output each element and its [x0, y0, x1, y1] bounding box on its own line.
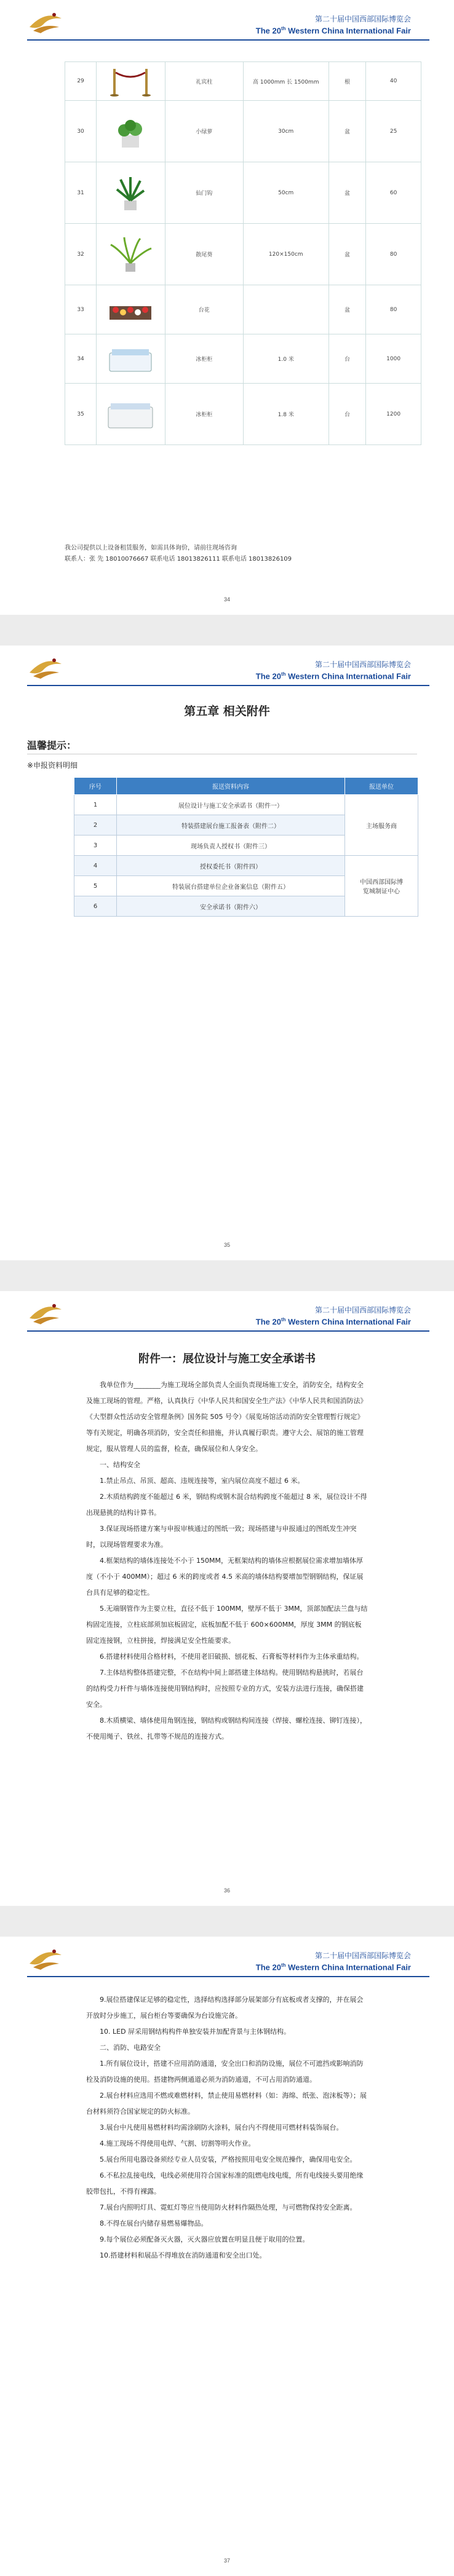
row-no: 35: [65, 384, 97, 445]
item-image: [97, 62, 165, 101]
paragraph: 5.无端钢管作为主要立柱，直径不低于 100MM，壁厚不低于 3MM，顶部加配法兰盘与结构固定连接，立柱底部须加底板固定，底板加配不低于 600×600MM，厚度 3MM 的钢底板固定连接钢，立柱拼接，焊接满足安全性能要求。: [86, 1605, 368, 1645]
page-header: [0, 0, 454, 43]
item-unit: 台: [329, 384, 366, 445]
row-content: 安全承诺书（附件六）: [117, 896, 345, 917]
paragraph: 3.保证现场搭建方案与申报审核通过的图纸一致；现场搭建与申报通过的图纸发生冲突时，以现场管理要求为准。: [86, 1525, 357, 1549]
paragraph: 9.展位搭建保证足够的稳定性，选择结构选择部分展架部分有底板或者支撑的，并在展会开放时分步施工，展台柜台等要确保为台设施完备。: [86, 1996, 364, 2020]
tip-heading: 温馨提示：: [27, 740, 77, 751]
rental-note: 我公司提供以上设备租赁服务，如需具体询价，请前往现场咨询: [65, 545, 237, 551]
item-unit: 盆: [329, 285, 366, 334]
item-image: [97, 224, 165, 285]
commitment-text: [86, 1377, 368, 1745]
item-image: [97, 162, 165, 224]
row-no: 34: [65, 334, 97, 384]
paragraph: 2.木质结构跨度不能超过 6 米，钢结构或钢木混合结构跨度不能超过 8 米，展位设计不得出现悬挑的结构计算书。: [86, 1493, 367, 1517]
item-price: 80: [366, 285, 421, 334]
paragraph: 6.不私拉乱接电线，电线必须使用符合国家标准的阻燃电线电缆，所有电线接头要用绝缘胶带包扎，不得有裸露。: [86, 2171, 364, 2195]
header-rule: [27, 1330, 429, 1332]
item-unit: 根: [329, 62, 366, 101]
header-en: The 20th Western China International Fair: [255, 26, 411, 36]
paragraph: 10. LED 屏采用钢结构构件单独安装并加配背景与主体钢结构。: [100, 2028, 291, 2036]
item-price: 80: [366, 224, 421, 285]
item-name: 仙门钩: [165, 162, 243, 224]
table-row: [65, 162, 421, 224]
row-no: 32: [65, 224, 97, 285]
item-image: [97, 334, 165, 384]
item-spec: [243, 285, 329, 334]
paragraph: 2.展台材料应选用不燃或难燃材料，禁止使用易燃材料（如：海绵、纸张、泡沫板等）；展台材料须符合国家规定的防火标准。: [86, 2092, 367, 2116]
page-header: [0, 646, 454, 689]
list-title: ※申报资料明细: [27, 761, 78, 770]
pothos-icon: [106, 113, 155, 150]
item-spec: 30cm: [243, 101, 329, 162]
page-36: [0, 1291, 454, 1906]
freezer2-icon: [106, 396, 155, 433]
item-unit: 盆: [329, 162, 366, 224]
item-spec: 120×150cm: [243, 224, 329, 285]
paragraph: 7.主体结构整体搭建完整，不在结构中间上部搭建主体结构。使用钢结构悬挑时，若展台的结构受力杆件与墙体连接使用钢结构时，应按照专业的方式，安装方法进行连接，确保搭建安全。: [86, 1669, 364, 1709]
page-number: 35: [223, 1242, 230, 1248]
paragraph: 8.木质横梁、墙体使用角钢连接，钢结构或钢结构间连接（焊接、螺栓连接、铆钉连接），不使用绳子、铁丝、扎带等不规范的连接方式。: [86, 1717, 367, 1740]
header-rule: [27, 685, 429, 686]
page-35: [0, 646, 454, 1260]
fair-logo-icon: [27, 9, 64, 37]
row-content: 展位设计与施工安全承诺书（附件一）: [117, 795, 345, 815]
peace-lily-icon: [106, 175, 155, 211]
header-rule: [27, 39, 429, 41]
row-content: 特装搭建展台施工报备表（附件二）: [117, 815, 345, 836]
table-row: [74, 856, 418, 876]
row-no: 3: [74, 836, 117, 856]
rental-table: [65, 61, 421, 445]
table-row: [74, 795, 418, 815]
item-spec: 高 1000mm 长 1500mm: [243, 62, 329, 101]
row-unit: 中国西部国际博 览城制证中心: [345, 856, 418, 917]
table-row: [65, 334, 421, 384]
item-image: [97, 285, 165, 334]
col-no: 序号: [74, 778, 117, 795]
paragraph: 4.框架结构的墙体连接处不小于 150MM，无框架结构的墙体应根据展位需求增加墙体厚度（不小于 400MM）；超过 6 米的跨度或者 4.5 米高的墙体结构要增加型钢钢结构，保证展台具有足够的稳定性。: [86, 1557, 364, 1597]
item-unit: 台: [329, 334, 366, 384]
header-rule: [27, 1976, 429, 1977]
palm-icon: [106, 236, 155, 273]
item-name: 冰柜柜: [165, 334, 243, 384]
item-name: 台花: [165, 285, 243, 334]
row-no: 4: [74, 856, 117, 876]
header-en: The 20th Western China International Fair: [255, 671, 411, 681]
page-number: 34: [223, 596, 230, 603]
paragraph: 8.不得在展台内储存易燃易爆物品。: [100, 2219, 208, 2227]
flowers-icon: [106, 291, 155, 328]
table-row: [65, 384, 421, 445]
paragraph: 我单位作为________为施工现场全部负责人全面负责现场施工安全，消防安全，结构安全及施工现场的管理。严格，认真执行《中华人民共和国安全生产法》《中华人民共和国消防法》《大型群众性活动安全管理条例》国务院 505 号令）《展览场馆活动消防安全管理暂行规定》等有关规定，明确各项消防，安全责任和措施，并认真履行职责。遵守大会、展馆的施工管理规定，服从管理人员的监督，检查，确保展位和人身安全。: [86, 1381, 367, 1453]
header-cn: 第二十届中国西部国际博览会: [314, 660, 411, 669]
table-row: [65, 101, 421, 162]
item-name: 冰柜柜: [165, 384, 243, 445]
item-unit: 盆: [329, 224, 366, 285]
page-header: [0, 1937, 454, 1980]
row-content: 特装展台搭建单位企业备案信息（附件五）: [117, 876, 345, 896]
paragraph: 10.搭建材料和展品不得堆放在消防通道和安全出口处。: [100, 2251, 266, 2259]
item-unit: 盆: [329, 101, 366, 162]
header-en: The 20th Western China International Fair: [255, 1962, 411, 1972]
item-image: [97, 384, 165, 445]
paragraph: 一、结构安全: [100, 1461, 140, 1469]
header-cn: 第二十届中国西部国际博览会: [314, 1951, 411, 1960]
header-cn: 第二十届中国西部国际博览会: [314, 15, 411, 23]
paragraph: 1.所有展位设计，搭建不应用消防通道，安全出口和消防设施，展位不可遮挡或影响消防栓及消防设施的使用。搭建物两侧通道必须为消防通道，不可占用消防通道。: [86, 2060, 364, 2084]
item-price: 25: [366, 101, 421, 162]
page-number: 37: [223, 2558, 230, 2564]
row-no: 30: [65, 101, 97, 162]
row-no: 31: [65, 162, 97, 224]
item-price: 1000: [366, 334, 421, 384]
row-content: 授权委托书（附件四）: [117, 856, 345, 876]
item-spec: 1.0 米: [243, 334, 329, 384]
item-spec: 50cm: [243, 162, 329, 224]
rental-contact: 联系人：张 先 18010076667 联系电话 18013826111 联系电话 18013826109: [65, 556, 292, 563]
col-content: 报送资料内容: [117, 778, 345, 795]
fair-logo-icon: [27, 654, 64, 682]
header-en: The 20th Western China International Fair: [255, 1317, 411, 1327]
row-no: 6: [74, 896, 117, 917]
row-no: 33: [65, 285, 97, 334]
paragraph: 5.展台所用电器设备须经专业人员安装，严格按照用电安全规范操作，确保用电安全。: [100, 2155, 357, 2163]
item-name: 小绿萝: [165, 101, 243, 162]
paragraph: 二、消防、电路安全: [100, 2044, 161, 2052]
item-image: [97, 101, 165, 162]
item-spec: 1.8 米: [243, 384, 329, 445]
stanchion-icon: [106, 63, 155, 100]
table-row: [65, 62, 421, 101]
table-row: [65, 224, 421, 285]
paragraph: 3.展台中凡使用易燃材料均需涂刷防火涂料，展台内不得使用可燃材料装饰展台。: [100, 2124, 343, 2132]
page-header: [0, 1291, 454, 1334]
page-34: [0, 0, 454, 615]
materials-table: [74, 777, 418, 917]
row-no: 5: [74, 876, 117, 896]
fair-logo-icon: [27, 1300, 64, 1328]
row-unit: 主场服务商: [345, 795, 418, 856]
item-name: 礼宾柱: [165, 62, 243, 101]
header-cn: 第二十届中国西部国际博览会: [314, 1306, 411, 1314]
attachment-title: 附件一：展位设计与施工安全承诺书: [138, 1353, 316, 1365]
paragraph: 4.施工现场不得使用电焊、气割、切割等明火作业。: [100, 2139, 255, 2147]
row-no: 29: [65, 62, 97, 101]
col-unit: 报送单位: [345, 778, 418, 795]
fair-logo-icon: [27, 1945, 64, 1973]
freezer-icon: [106, 341, 155, 377]
page-number: 36: [223, 1887, 230, 1894]
item-price: 40: [366, 62, 421, 101]
paragraph: 6.搭建材料使用合格材料，不使用老旧破损、刨花板、石膏板等材料作为主体承重结构。: [100, 1653, 364, 1661]
paragraph: 1.禁止吊点、吊顶、超高、违规连接等，室内展位高度不超过 6 米。: [100, 1477, 305, 1485]
item-price: 60: [366, 162, 421, 224]
item-price: 1200: [366, 384, 421, 445]
table-row: [65, 285, 421, 334]
page-37: [0, 1937, 454, 2576]
paragraph: 7.展台内照明灯具、霓虹灯等应当使用防火材料作隔热处理，与可燃物保持安全距离。: [100, 2203, 357, 2211]
item-name: 散尾葵: [165, 224, 243, 285]
row-content: 现场负责人授权书（附件三）: [117, 836, 345, 856]
row-no: 1: [74, 795, 117, 815]
commitment-text-cont: [86, 1992, 368, 2264]
row-no: 2: [74, 815, 117, 836]
paragraph: 9.每个展位必须配备灭火器，灭火器应放置在明显且便于取用的位置。: [100, 2235, 309, 2243]
chapter-title: 第五章 相关附件: [184, 705, 270, 718]
